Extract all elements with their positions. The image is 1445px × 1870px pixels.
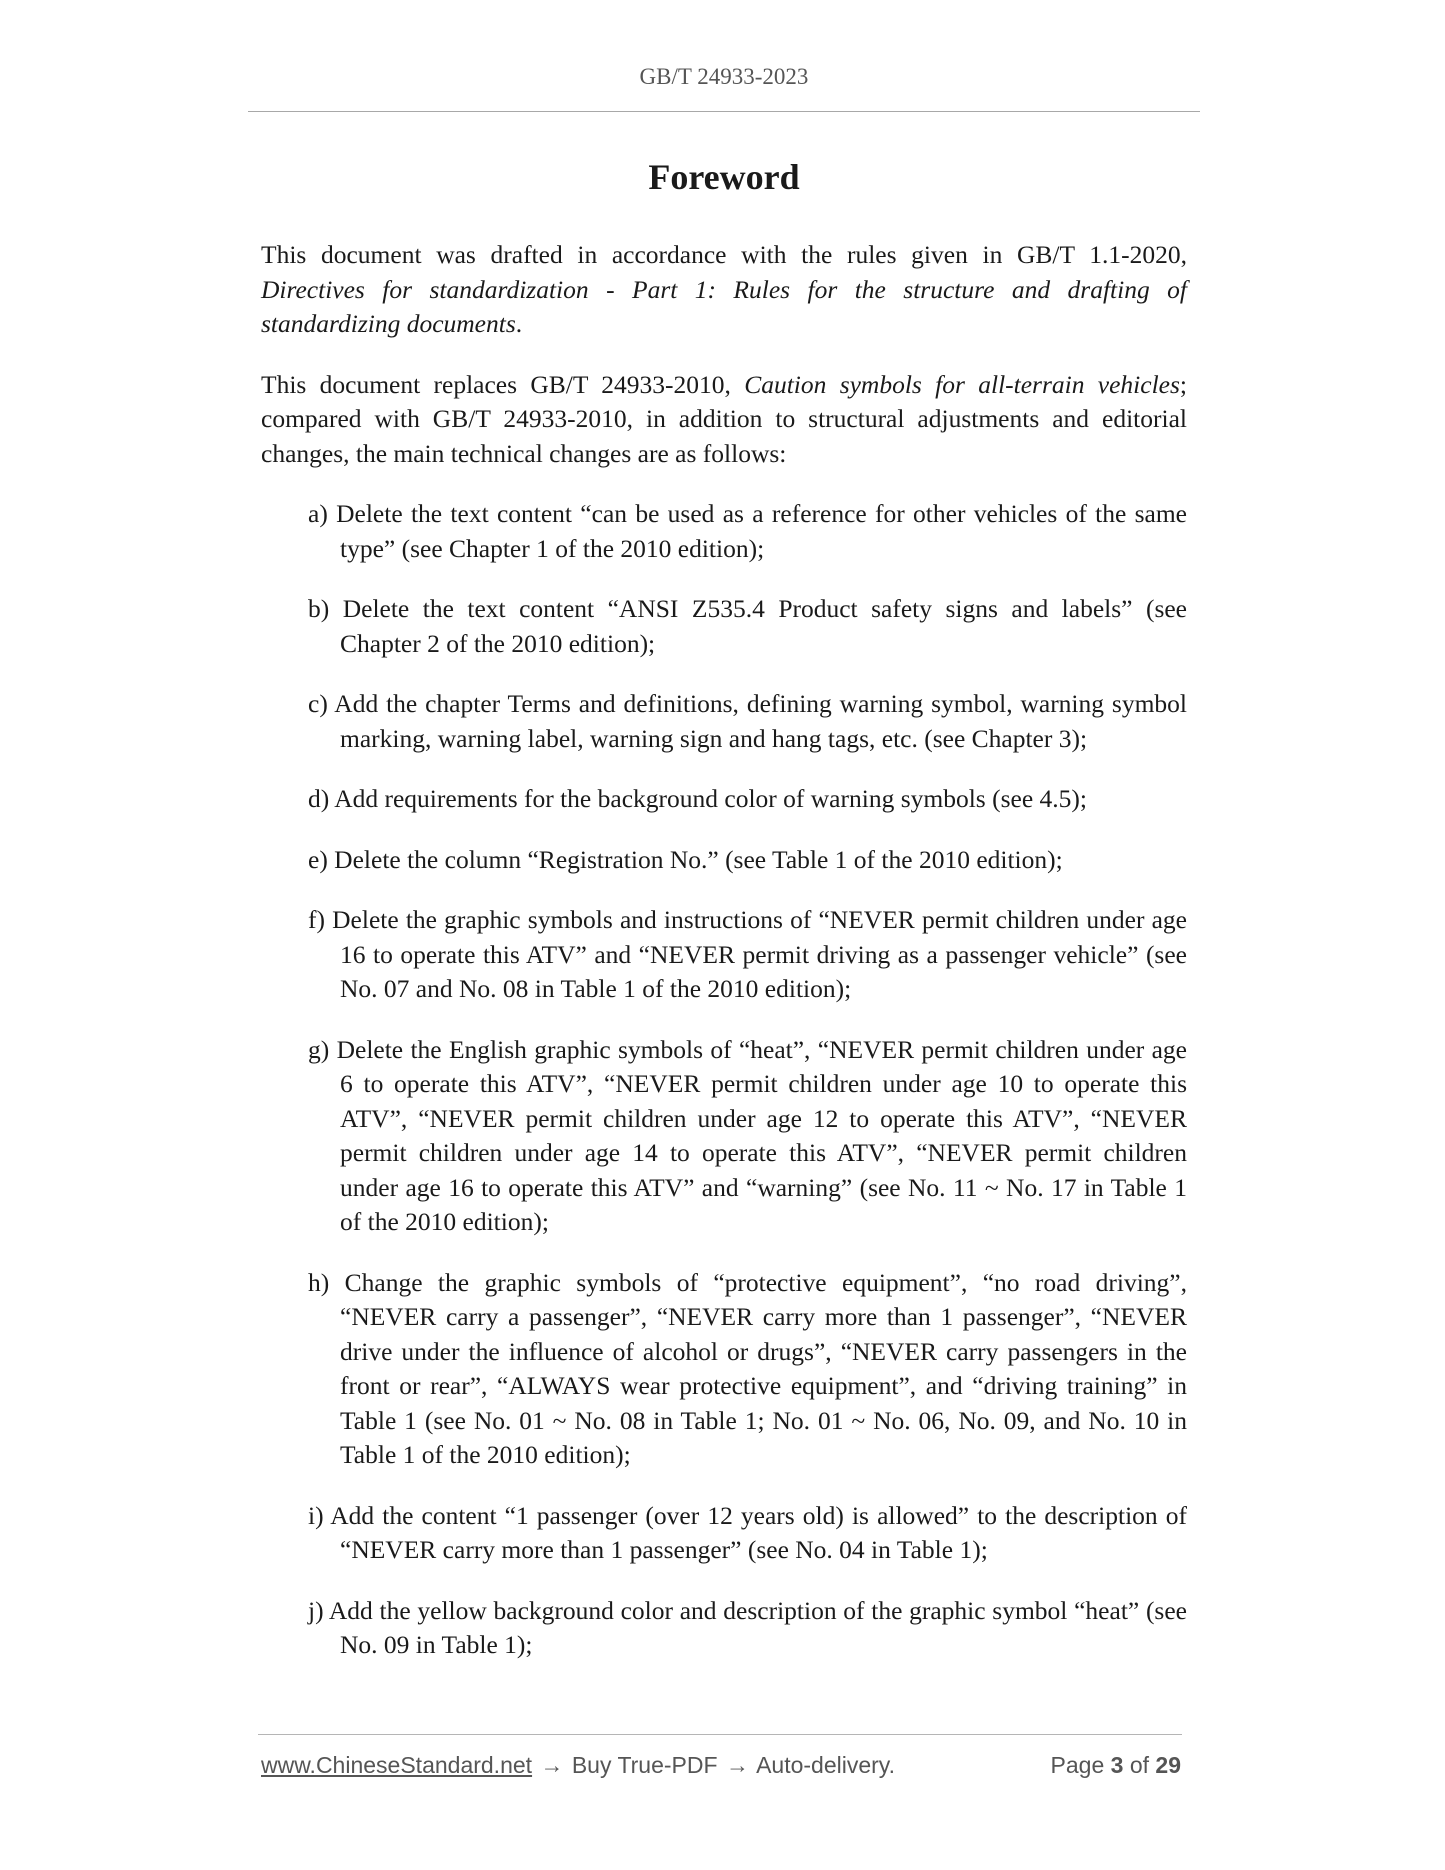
intro-p1-text: This document was drafted in accordance with the rules given in GB/T 1.1-2020, [261, 240, 1187, 269]
auto-delivery-text: Auto-delivery. [756, 1752, 895, 1778]
page-current: 3 [1110, 1752, 1124, 1778]
change-item-g: g) Delete the English graphic symbols of “heat”, “NEVER permit children under age 6 to operate this ATV”, “NEVER permit children under age 10 to operate this ATV”, “NEVER permit children under age 12 to operate this ATV”, “NEVER permit children under age 14 to operate this ATV”, “NEVER permit children under age 16 to operate this ATV” and “warning” (see No. 11 ~ No. 17 in Table 1 of the 2010 edition); [308, 1034, 1187, 1236]
website-link[interactable]: www.ChineseStandard.net [261, 1752, 533, 1778]
change-item-a: a) Delete the text content “can be used as a reference for other vehicles of the same type” (see Chapter 1 of the 2010 edition); [308, 499, 1187, 563]
document-body [261, 238, 1187, 1689]
page-title: Foreword [648, 157, 800, 197]
intro-p1-italic-title: Directives for standardization - Part 1: Rules for the structure and drafting of standardizing documents [261, 274, 1187, 338]
intro-paragraph-1 [261, 238, 1187, 342]
page-total: 29 [1155, 1752, 1181, 1778]
change-item-b: b) Delete the text content “ANSI Z535.4 Product safety signs and labels” (see Chapter 2 of the 2010 edition); [308, 594, 1187, 658]
arrow-right-icon: → [540, 1752, 564, 1778]
intro-p2-end: ; compared with GB/T 24933-2010, in addition to structural adjustments and editorial changes, the main technical changes are as follows: [261, 369, 1187, 468]
intro-p2-italic-title: Caution symbols for all-terrain vehicles [744, 369, 1180, 399]
change-item-i: i) Add the content “1 passenger (over 12 years old) is allowed” to the description of “NEVER carry more than 1 passenger” (see No. 04 in Table 1); [308, 1500, 1187, 1564]
change-item-h: h) Change the graphic symbols of “protective equipment”, “no road driving”, “NEVER carry a passenger”, “NEVER carry more than 1 passenger”, “NEVER drive under the influence of alcohol or drugs”, “NEVER carry passengers in the front or rear”, “ALWAYS wear protective equipment”, and “driving training” in Table 1 (see No. 01 ~ No. 08 in Table 1; No. 01 ~ No. 06, No. 09, and No. 10 in Table 1 of the 2010 edition); [308, 1267, 1187, 1469]
buy-pdf-text: Buy True-PDF [571, 1752, 718, 1778]
arrow-right-icon: → [725, 1752, 749, 1778]
footer-divider [258, 1734, 1182, 1735]
page-of-label: of [1129, 1752, 1150, 1778]
change-item-c: c) Add the chapter Terms and definitions, defining warning symbol, warning symbol marking, warning label, warning sign and hang tags, etc. (see Chapter 3); [308, 689, 1187, 753]
change-item-e: e) Delete the column “Registration No.” (see Table 1 of the 2010 edition); [308, 844, 1063, 874]
page-number [1051, 1752, 1181, 1779]
page-label: Page [1050, 1752, 1105, 1778]
change-item-d: d) Add requirements for the background color of warning symbols (see 4.5); [308, 784, 1087, 813]
intro-paragraph-2 [261, 368, 1187, 472]
header-divider [248, 111, 1200, 112]
footer-purchase-info [261, 1752, 895, 1779]
change-item-f: f) Delete the graphic symbols and instructions of “NEVER permit children under age 16 to operate this ATV” and “NEVER permit driving as a passenger vehicle” (see No. 07 and No. 08 in Table 1 of the 2010 edition); [308, 905, 1187, 1003]
intro-p2-text: This document replaces GB/T 24933-2010, [261, 369, 745, 399]
page-header-code: GB/T 24933-2023 [639, 64, 809, 89]
change-item-j: j) Add the yellow background color and description of the graphic symbol “heat” (see No. 09 in Table 1); [308, 1595, 1187, 1659]
intro-p1-end: . [515, 309, 523, 338]
page-footer [261, 1752, 1181, 1784]
